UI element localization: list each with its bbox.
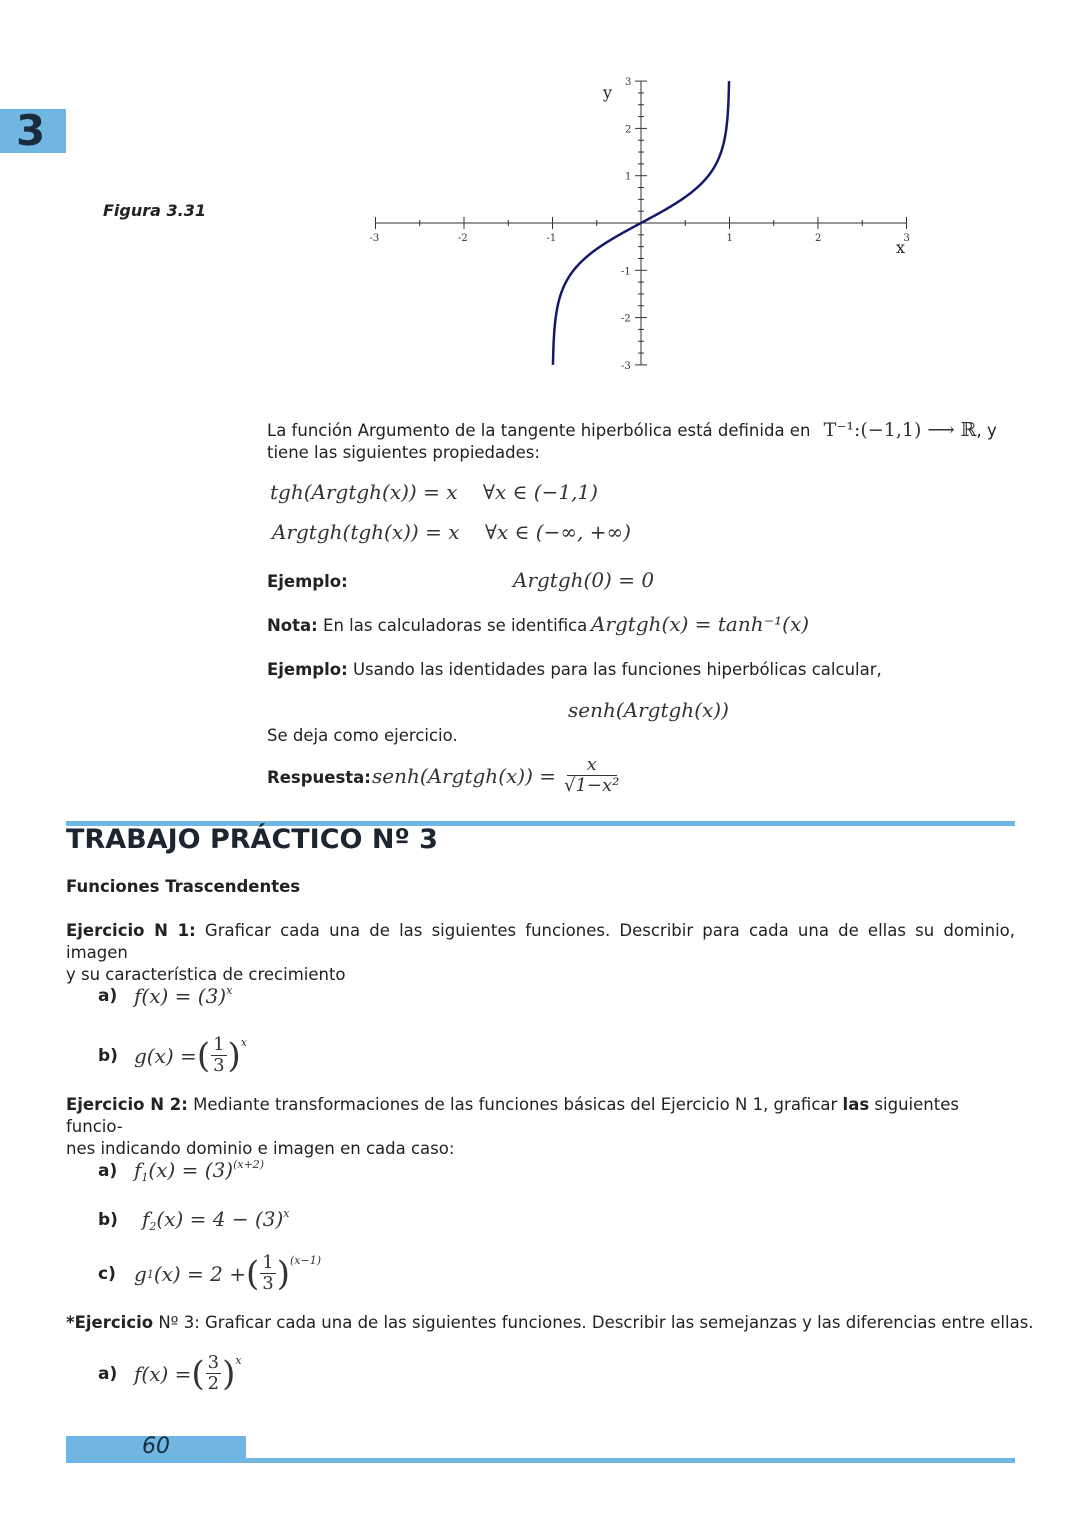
ej3-item-a-den: 2 [207, 1373, 220, 1394]
ej2-bold: las [842, 1095, 870, 1114]
ej2-item-b-rest: (x) = 4 − (3) [156, 1207, 284, 1231]
ej2-item-c-formula: g 1 (x) = 2 + ( $\frac{1}{3}$ ) (x−1) [134, 1252, 322, 1294]
y-axis-label: y [603, 83, 613, 102]
tp-subtitle: Funciones Trascendentes [66, 877, 301, 896]
chapter-tab [0, 106, 66, 155]
x-tick-label: -3 [369, 233, 380, 244]
ej1-item-a-label: a) [98, 986, 118, 1006]
ej1-item-a [98, 984, 232, 1008]
ej2-line1-b: siguientes funcio- [66, 1095, 959, 1136]
ej1-item-b-fraction [211, 1036, 226, 1075]
ej3-item-a-formula: f(x) = ( $\frac{3}{2}$ ) x [134, 1352, 242, 1394]
page-number: 60 [142, 1434, 170, 1459]
ej2-line2: nes indicando dominio e imagen en cada caso: [66, 1139, 455, 1158]
ej1-item-b [98, 1036, 247, 1075]
ej2-item-b [98, 1207, 290, 1233]
nota-line [267, 615, 587, 637]
ejemplo-label: Ejemplo: [267, 572, 348, 591]
ej2-item-b-label: b) [98, 1210, 118, 1230]
ej3-item-a-label: a) [98, 1363, 118, 1384]
property-1: tgh(Argtgh(x)) = x ∀x ∈ (−1,1) [270, 480, 598, 504]
ej2-item-b-formula [142, 1207, 290, 1233]
property-2: Argtgh(tgh(x)) = x ∀x ∈ (−∞, +∞) [272, 520, 631, 544]
ej1-item-b-exp: x [240, 1036, 248, 1049]
y-tick-label: -3 [621, 360, 631, 372]
ej2-item-a-label: a) [98, 1161, 118, 1181]
x-tick-label: 3 [903, 233, 910, 244]
y-tick-label: -1 [621, 266, 631, 278]
ej3-label: *Ejercicio [66, 1313, 154, 1332]
ej1-label: Ejercicio N 1: [66, 921, 196, 940]
y-tick-label: 1 [625, 171, 632, 183]
ej2-label: Ejercicio N 2: [66, 1095, 188, 1114]
page-number-box [66, 1436, 246, 1463]
argtgh-graph [360, 70, 920, 380]
ej1-item-a-exp: x [226, 984, 233, 997]
ej2-item-c-label: c) [98, 1263, 116, 1284]
ej2-item-c-fraction [260, 1254, 275, 1293]
y-tick-label: 3 [625, 77, 632, 89]
respuesta-denominator: √1−x² [564, 775, 620, 796]
ej1-item-b-den: 3 [213, 1055, 225, 1076]
x-tick-label: 1 [726, 233, 733, 244]
ej3-item-a-exp: x [235, 1354, 242, 1367]
se-deja-text: Se deja como ejercicio. [267, 726, 458, 745]
ej2-item-a [98, 1158, 264, 1184]
ej2-item-a-formula [134, 1158, 264, 1184]
respuesta-label: Respuesta: [267, 768, 371, 787]
ej2-item-a-f: f [134, 1158, 142, 1182]
ejemplo-formula: Argtgh(0) = 0 [513, 568, 655, 592]
x-axis-label: x [896, 238, 906, 257]
chapter-number: 3 [16, 106, 46, 155]
x-tick-label: 2 [815, 233, 822, 244]
ej1-item-b-lhs: g(x) = [134, 1043, 197, 1068]
intro-paragraph [267, 419, 1027, 464]
ej1-item-a-formula [134, 984, 232, 1008]
nota-text: En las calculadoras se identifica [323, 616, 588, 635]
ej2-item-b-f: f [142, 1207, 150, 1231]
ej2-line1-a: Mediante transformaciones de las funciones básicas del Ejercicio N 1, graficar [193, 1095, 838, 1114]
ej2-item-c-sub: 1 [146, 1268, 154, 1281]
ej2-paragraph [66, 1094, 1015, 1160]
ej3-item-a [98, 1354, 242, 1393]
senh-formula: senh(Argtgh(x)) [568, 698, 729, 722]
respuesta-formula [372, 756, 622, 795]
ej2-item-a-rest: (x) = (3) [148, 1158, 234, 1182]
ej2-item-c-num: 1 [262, 1252, 274, 1273]
intro-line1: La función Argumento de la tangente hiperbólica está definida en [267, 421, 811, 440]
nota-formula: Argtgh(x) = tanh⁻¹(x) [591, 612, 810, 636]
figure-caption: Figura 3.31 [103, 201, 206, 220]
tp-title: TRABAJO PRÁCTICO Nº 3 [66, 824, 438, 855]
ejemplo2-line [267, 659, 882, 681]
ej2-item-c [98, 1254, 321, 1293]
ejemplo2-text: Usando las identidades para las funciones hiperbólicas calcular, [352, 660, 882, 679]
x-tick-label: -1 [546, 233, 557, 244]
ej3-item-a-fraction [206, 1354, 221, 1393]
ej1-line1: Graficar cada una de las siguientes funciones. Describir para cada una de ellas su dominio, imagen [66, 921, 1015, 962]
ej2-item-a-exp: (x+2) [233, 1158, 265, 1171]
ej2-item-b-exp: x [283, 1207, 290, 1220]
ej2-item-c-f: g [134, 1261, 147, 1286]
ej1-paragraph [66, 920, 1015, 986]
respuesta-lhs: senh(Argtgh(x)) = [372, 763, 556, 788]
ej2-item-c-exp: (x−1) [290, 1254, 322, 1267]
respuesta-numerator: x [567, 756, 617, 776]
ej2-item-a-sub: 1 [141, 1171, 149, 1184]
y-tick-label: -2 [621, 313, 631, 325]
ej3-item-a-lhs: f(x) = [134, 1361, 192, 1386]
ej3-item-a-num: 3 [207, 1352, 220, 1373]
intro-suffix: , y [976, 421, 997, 440]
ej3-text: Nº 3: Graficar cada una de las siguientes funciones. Describir las semejanzas y las diferencias entre ellas. [158, 1313, 1034, 1332]
ej1-item-b-label: b) [98, 1045, 118, 1066]
y-tick-label: 2 [625, 124, 632, 136]
respuesta-fraction [562, 756, 621, 795]
x-tick-label: -2 [458, 233, 468, 244]
ej2-item-c-rest: (x) = 2 + [153, 1261, 247, 1286]
intro-line2: tiene las siguientes propiedades: [267, 443, 540, 462]
ej2-item-c-den: 3 [262, 1273, 274, 1294]
domain-map-formula: T⁻¹:(−1,1) ⟶ ℝ [823, 419, 977, 441]
ej1-line2: y su característica de crecimiento [66, 965, 346, 984]
ejemplo2-label: Ejemplo: [267, 660, 348, 679]
ej1-item-b-formula: g(x) = ( $\frac{1}{3}$ ) x [134, 1034, 248, 1076]
ej2-item-b-sub: 2 [149, 1220, 157, 1233]
ej3-paragraph [66, 1312, 1034, 1334]
ej1-item-a-lhs: f(x) = (3) [134, 984, 227, 1008]
ej1-item-b-num: 1 [213, 1034, 225, 1055]
nota-label: Nota: [267, 616, 318, 635]
